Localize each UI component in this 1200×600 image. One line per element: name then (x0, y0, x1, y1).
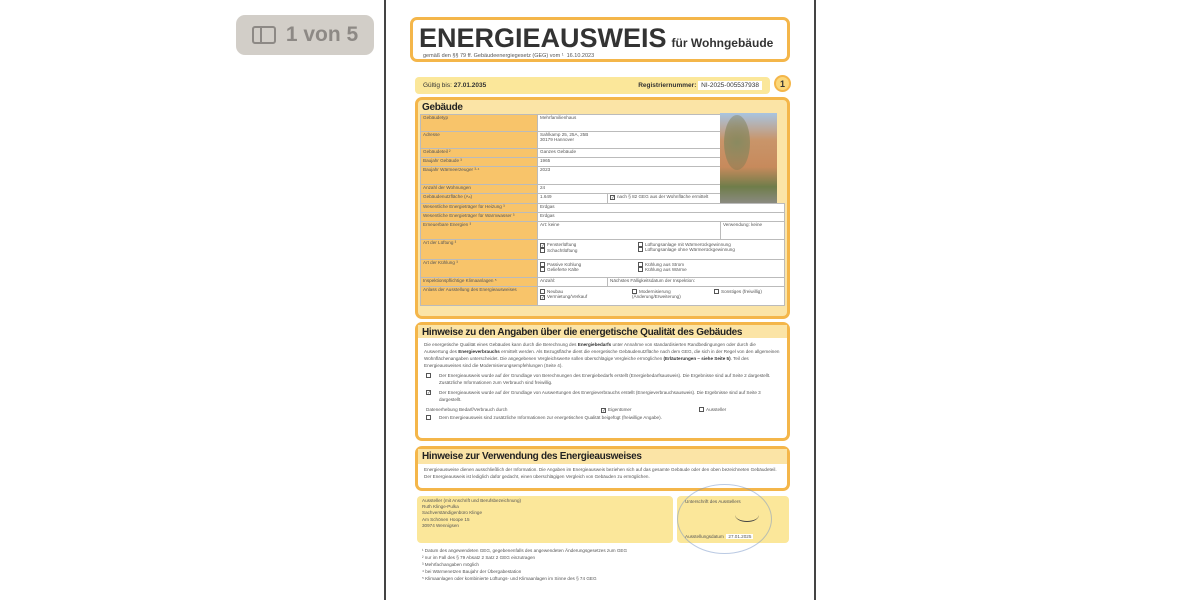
row-value: 24 (538, 185, 721, 194)
checkbox[interactable] (638, 242, 643, 247)
address-value (538, 132, 721, 149)
row-label: Inspektionspflichtige Klimaanlagen ⁵ (421, 278, 538, 287)
row-value: Nächstes Fälligkeitsdatum der Inspektion: (608, 278, 785, 287)
option-label: Lüftungsanlage mit Wärmerückgewinnung (645, 242, 731, 247)
valid-until-value: 27.01.2035 (453, 82, 487, 89)
survey-label: Datenerhebung Bedarf/Verbrauch durch (426, 407, 508, 412)
footnote: ¹ Datum des angewendeten GEG, gegebenenfalls des angewendeten Änderungsgesetzes zum GEG (422, 548, 628, 553)
option-label: Sonstiges (freiwillig) (721, 289, 762, 294)
row-value: 2023 (538, 167, 721, 185)
checkbox-checked[interactable]: ✓ (427, 390, 432, 396)
page-indicator[interactable] (236, 15, 374, 55)
issuer-box (417, 496, 673, 543)
row-label: Anzahl der Wohnungen (421, 185, 538, 194)
usage-heading: Hinweise zur Verwendung des Energieausweises (418, 449, 787, 464)
checkbox-checked[interactable]: ✓ (611, 195, 616, 201)
address-line: 30179 Hannover (540, 137, 574, 143)
signature-box (677, 496, 789, 543)
issuer-option-label: Aussteller (706, 407, 727, 412)
issue-date: 27.01.2025 (728, 534, 752, 539)
issue-date-row (685, 534, 753, 539)
option-label: Kühlung aus Strom (645, 262, 685, 267)
issue-date-label: Ausstellungsdatum (685, 534, 724, 539)
area-note-text: nach § 82 GEG aus der Wohnfläche ermittelt (617, 194, 709, 199)
checkbox[interactable] (540, 289, 545, 294)
checkbox[interactable] (714, 289, 719, 294)
row-label: Gebäudenutzfläche (Aₙ) (421, 194, 538, 204)
option-text: Der Energieausweis wurde auf der Grundlage von Berechnungen des Energiebedarfs erstellt (Energiebedarfsausweis). Die Ergebnisse sind auf Seite 2 dargestellt. Zusätzliche Informationen zum Verbrauch sind freiwillig. (439, 373, 771, 385)
row-label: Baujahr Gebäude ³ (421, 158, 538, 167)
row-label: Erneuerbare Energien ³ (421, 222, 538, 240)
row-value: 1965 (538, 158, 721, 167)
address-line: Sahlkamp 25, 25A, 25B (540, 132, 589, 137)
row-value: Anzahl: (538, 278, 608, 287)
checkbox[interactable] (540, 248, 545, 253)
registration-number: NI-2025-005537938 (698, 81, 762, 90)
valid-until-label: Gültig bis: (423, 82, 452, 89)
checkbox[interactable] (540, 267, 545, 272)
option-label: Schachtlüftung (547, 248, 578, 253)
tree-image (724, 115, 750, 170)
certificate-title-suffix: für Wohngebäude (671, 36, 774, 50)
checkbox-checked[interactable]: ✓ (541, 243, 546, 249)
row-label: Baujahr Wärmeerzeuger ³·⁴ (421, 167, 538, 185)
row-label: Wesentliche Energieträger für Warmwasser ³ (421, 213, 538, 222)
row-value: 1.649 (538, 194, 608, 204)
sidebar-icon (252, 26, 276, 44)
checkbox[interactable] (540, 262, 545, 267)
row-label: Art der Lüftung ³ (421, 240, 538, 260)
subtitle (423, 53, 594, 59)
row-label: Adresse (421, 132, 538, 149)
issuer-label: Aussteller (mit Anschrift und Berufsbezeichnung) (422, 498, 522, 503)
subtitle-text: gemäß den §§ 79 ff. Gebäudeenergiegesetz (GEG) vom ¹ (423, 53, 564, 59)
footnote: ² nur im Fall des § 79 Absatz 2 Satz 2 GEG einzutragen (422, 555, 536, 560)
certificate-title: ENERGIEAUSWEIS (419, 23, 667, 53)
building-photo (720, 113, 777, 203)
demand-option (418, 372, 787, 386)
option-label: Modernisierung (Änderung/Erweiterung) (632, 289, 681, 300)
row-value: Mehrfamilienhaus (538, 115, 721, 132)
row-value: Erdgas (538, 213, 785, 222)
issuer-line: Sachverständigenbüro Klinge (422, 510, 483, 516)
row-value: Ganzes Gebäude (538, 149, 721, 158)
row-label: Gebäudetyp (421, 115, 538, 132)
consumption-option (418, 389, 787, 403)
issuer-line: Ruth Klinge-Pulka (422, 504, 459, 510)
data-survey-row (418, 406, 787, 413)
registration-label: Registriernummer: (638, 82, 697, 89)
owner-label: Eigentümer (608, 407, 632, 412)
row-value: Erdgas (538, 204, 785, 213)
ventilation-options (538, 240, 785, 260)
page-indicator-text: 1 von 5 (285, 23, 359, 46)
footnote: ³ Mehrfachangaben möglich (422, 562, 479, 567)
option-label: Passive Kühlung (547, 262, 582, 267)
geg-date: 16.10.2023 (566, 53, 595, 59)
checkbox[interactable] (638, 267, 643, 272)
issue-reason-options (538, 287, 785, 306)
issuer-line: 30974 Wennigsen (422, 522, 459, 528)
checkbox[interactable] (638, 262, 643, 267)
additional-info-option (418, 414, 787, 421)
checkbox[interactable] (638, 247, 643, 252)
row-label: Gebäudeteil ² (421, 149, 538, 158)
stamp-icon (677, 484, 772, 554)
option-label: Neubau (547, 289, 564, 294)
area-note (608, 194, 721, 204)
validity-bar (415, 77, 770, 94)
row-label: Art der Kühlung ³ (421, 260, 538, 278)
footnotes (422, 547, 627, 582)
checkbox[interactable] (426, 415, 431, 420)
option-label: Fensterlüftung (547, 242, 577, 247)
certificate-header (410, 17, 790, 62)
row-label: Wesentliche Energieträger für Heizung ³ (421, 204, 538, 213)
option-text: Der Energieausweis wurde auf der Grundlage von Auswertungen des Energieverbrauchs erstellt (Energieverbrauchsausweis). Die Ergebnisse sind auf Seite 3 dargestellt. (439, 390, 761, 402)
building-heading: Gebäude (422, 102, 463, 113)
usage-text: Energieausweise dienen ausschließlich der Information. Die Angaben im Energieausweis beziehen sich auf das gesamte Gebäude oder den oben bezeichneten Gebäudeteil. Der Energieausweis ist lediglich dafür gedacht, einen überschlägigen Vergleich von Gebäuden zu ermöglichen. (424, 467, 777, 479)
row-value: Art: keine (538, 222, 721, 240)
checkbox[interactable] (426, 373, 431, 378)
footnote: ⁴ bei Wärmenetzen Baujahr der Übergabestation (422, 569, 522, 574)
checkbox-checked[interactable]: ✓ (541, 295, 546, 302)
energy-hints-heading: Hinweise zu den Angaben über die energetische Qualität des Gebäudes (418, 325, 787, 338)
option-label: Vermietung/Verkauf (547, 294, 588, 300)
row-label: Anlass der Ausstellung des Energieausweises (421, 287, 538, 306)
energy-hints-text: Die energetische Qualität eines Gebäudes kann durch die Berechnung des Energiebedarfs unter Annahme von standardisierten Randbedingungen oder durch die Auswertung des Energieverbrauchs ermittelt werden. Als Bezugsfläche dient die energetische Gebäudenutzfläche nach dem GEG, die sich in der Regel von den allgemeinen Wohnflächenangaben unterscheidet. Die angegebenen Vergleichswerte sollen überschlägige Vergleiche ermöglichen (Erläuterungen – siehe Seite 5). Teil des Energieausweises sind die Modernisierungsempfehlungen (Seite 4). (424, 342, 780, 368)
page-number-badge: 1 (774, 75, 791, 92)
energy-hints-section (415, 322, 790, 441)
option-label: Lüftungsanlage ohne Wärmerückgewinnung (645, 247, 735, 253)
option-text: Dem Energieausweis sind zusätzliche Informationen zur energetischen Qualität beigefügt (freiwillige Angabe). (439, 415, 662, 420)
option-label: Kühlung aus Wärme (645, 267, 687, 273)
row-value: Verwendung: keine (721, 222, 785, 240)
signature-label: Unterschrift des Ausstellers (685, 499, 741, 504)
issuer-line: Am Schönen Hoope 15 (422, 516, 470, 522)
option-label: Gelieferte Kälte (547, 267, 579, 273)
cooling-options (538, 260, 785, 278)
footnote: ⁵ Klimaanlagen oder kombinierte Lüftungs- und Klimaanlagen im Sinne des § 74 GEG (422, 576, 597, 581)
checkbox[interactable] (699, 407, 704, 412)
signature-icon (735, 508, 759, 522)
certificate-title-row (419, 23, 773, 54)
checkbox-checked[interactable]: ✓ (602, 408, 607, 414)
